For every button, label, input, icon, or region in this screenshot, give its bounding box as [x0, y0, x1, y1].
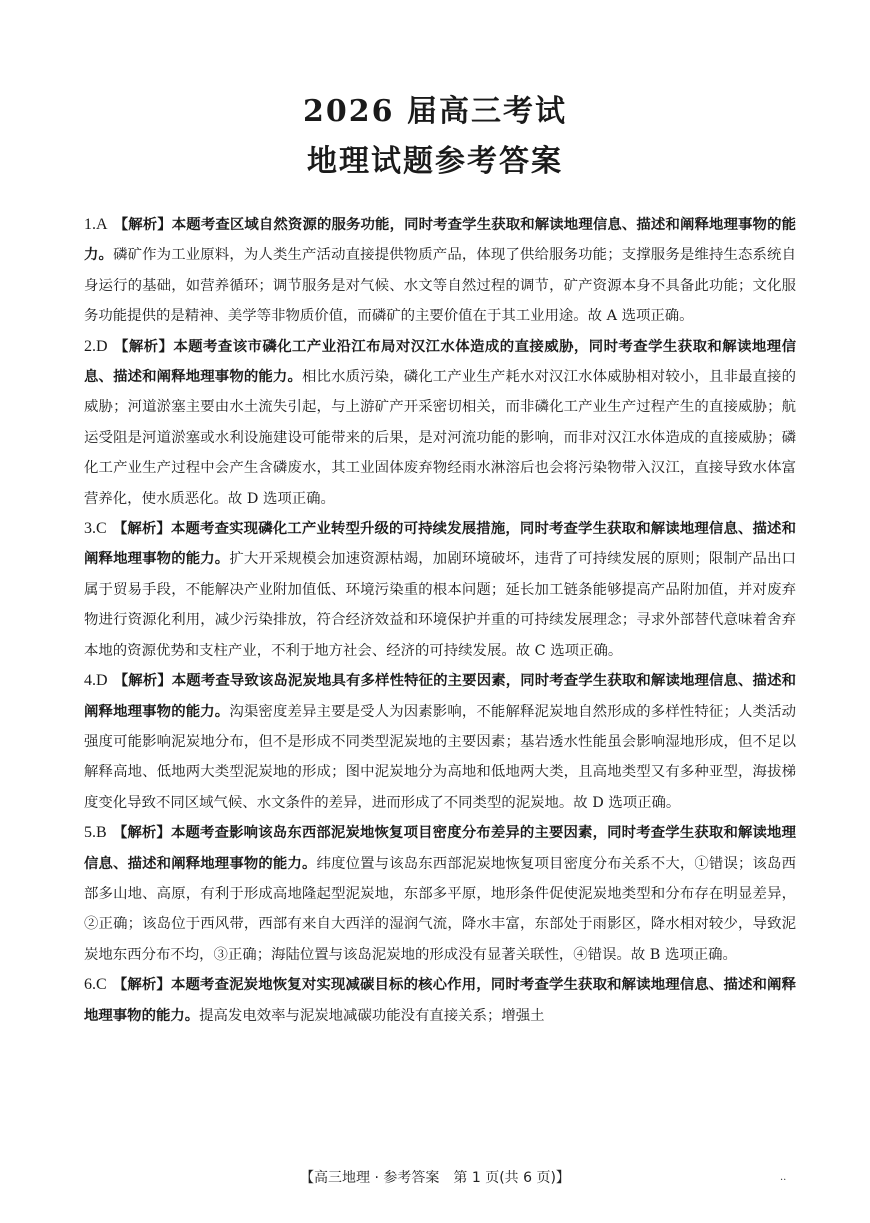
page-title-line1: 2026 届高三考试	[303, 94, 567, 129]
answer-letter: A	[96, 216, 108, 233]
item-number: 2.	[84, 337, 96, 355]
analysis-lead: 本题考查实现磷化工产业转型升级的可持续发展措施，同时考查学生获取和解读地理信息、描述和阐释地理事物的能力。	[84, 520, 796, 568]
analysis-body: 沟渠密度差异主要是受人为因素影响，不能解释泥炭地自然形成的多样性特征；人类活动强度可能影响泥炭地分布，但不是形成不同类型泥炭地的主要因素；基岩透水性能虽会影响湿地形成，但不足以解释高地、低地两大类型泥炭地的形成；图中泥炭地分为高地和低地两大类，且高地类型又有多种亚型，海拔梯度变化导致不同区域气候、水文条件的差异，进而形成了不同类型的泥炭地。故 D 选项正确。	[84, 703, 796, 811]
answer-letter: B	[96, 824, 107, 842]
analysis-tag: 【解析】	[113, 337, 174, 355]
answer-letter: C	[96, 976, 107, 994]
analysis-lead: 本题考查该市磷化工产业沿江布局对汉江水体造成的直接威胁，同时考查学生获取和解读地理信息、描述和阐释地理事物的能力。	[84, 337, 796, 386]
answer-letter: D	[96, 672, 108, 690]
item-number: 5.	[84, 824, 96, 842]
page-title-line2: 地理试题参考答案	[307, 144, 563, 179]
analysis-body: 磷矿作为工业原料，为人类生产活动直接提供物质产品，体现了供给服务功能；支撑服务是维持生态系统自身运行的基础，如营养循环；调节服务是对气候、水文等自然过程的调节，矿产资源本身不具备此功能；文化服务功能提供的是精神、美学等非物质价值，而磷矿的主要价值在于其工业用途。故 A 选项正确。	[84, 247, 796, 325]
analysis-tag: 【解析】	[112, 976, 171, 994]
page-footer: 【高三地理 · 参考答案 第 1 页(共 6 页)】	[300, 1170, 570, 1186]
answer-letter: C	[96, 520, 107, 538]
analysis-body: 纬度位置与该岛东西部泥炭地恢复项目密度分布关系不大，①错误；该岛西部多山地、高原，有利于形成高地隆起型泥炭地，东部多平原，地形条件促使泥炭地类型和分布存在明显差异，②正确；该岛位于西风带，西部有来自大西洋的湿润气流，降水丰富，东部处于雨影区，降水相对较少，导致泥炭地东西分布不均，③正确；海陆位置与该岛泥炭地的形成没有显著关联性，④错误。故 B 选项正确。	[84, 855, 796, 963]
answer-letter: D	[96, 337, 108, 355]
item-number: 6.	[84, 976, 96, 994]
analysis-lead: 本题考查区域自然资源的服务功能，同时考查学生获取和解读地理信息、描述和阐释地理事物的能力。	[84, 216, 796, 264]
answer-item-1	[84, 210, 796, 332]
analysis-lead: 本题考查导致该岛泥炭地具有多样性特征的主要因素，同时考查学生获取和解读地理信息、描述和阐释地理事物的能力。	[84, 672, 796, 720]
answer-item-6	[84, 970, 796, 1031]
answer-item-2	[84, 332, 796, 514]
answer-item-4	[84, 666, 796, 818]
analysis-lead: 本题考查影响该岛东西部泥炭地恢复项目密度分布差异的主要因素，同时考查学生获取和解读地理信息、描述和阐释地理事物的能力。	[84, 824, 796, 872]
analysis-tag: 【解析】	[112, 824, 171, 842]
answer-item-3	[84, 514, 796, 666]
analysis-body: 提高发电效率与泥炭地减碳功能没有直接关系；增强土	[199, 1007, 545, 1024]
analysis-tag: 【解析】	[113, 672, 172, 690]
item-number: 1.	[84, 216, 96, 233]
answer-item-5	[84, 818, 796, 970]
analysis-lead: 本题考查泥炭地恢复对实现减碳目标的核心作用，同时考查学生获取和解读地理信息、描述和阐释地理事物的能力。	[84, 976, 796, 1024]
footer-mark: ..	[780, 1172, 787, 1183]
item-number: 4.	[84, 672, 96, 690]
answer-list	[84, 210, 796, 1031]
analysis-body: 相比水质污染，磷化工产业生产耗水对汉江水体威胁相对较小，且非最直接的威胁；河道淤塞主要由水土流失引起，与上游矿产开采密切相关，而非磷化工产业生产过程产生的直接威胁；航运受阻是河道淤塞或水利设施建设可能带来的后果，是对河流功能的影响，而非对汉江水体造成的直接威胁；磷化工产业生产过程中会产生含磷废水，其工业固体废弃物经雨水淋溶后也会将污染物带入汉江，直接导致水体富营养化，使水质恶化。故 D 选项正确。	[84, 369, 796, 507]
item-number: 3.	[84, 520, 96, 538]
analysis-tag: 【解析】	[112, 520, 171, 538]
analysis-body: 扩大开采规模会加速资源枯竭，加剧环境破坏，违背了可持续发展的原则；限制产品出口属于贸易手段，不能解决产业附加值低、环境污染重的根本问题；延长加工链条能够提高产品附加值，并对废弃物进行资源化利用，减少污染排放，符合经济效益和环境保护并重的可持续发展理念；寻求外部替代意味着舍弃本地的资源优势和支柱产业，不利于地方社会、经济的可持续发展。故 C 选项正确。	[84, 551, 796, 659]
analysis-tag: 【解析】	[113, 216, 172, 233]
